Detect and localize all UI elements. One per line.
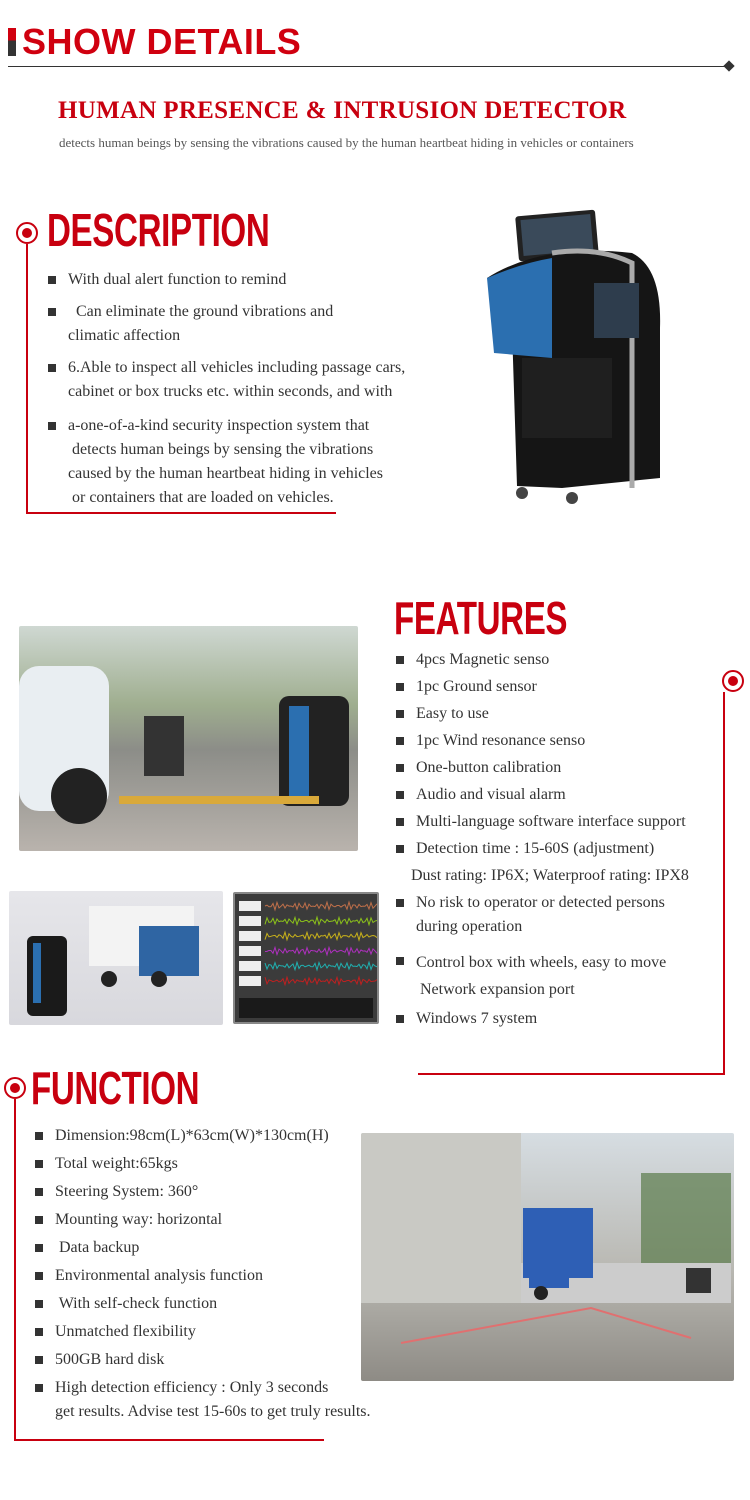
list-item-text: One-button calibration — [416, 759, 562, 776]
field-operation-photo — [19, 626, 358, 851]
features-title: FEATURES — [394, 592, 568, 644]
list-item — [396, 811, 726, 833]
list-item-text: No risk to operator or detected persons — [416, 894, 665, 911]
bullet-icon — [396, 764, 404, 772]
list-item — [35, 1236, 405, 1260]
list-item — [35, 1264, 405, 1288]
list-item-text: 500GB hard disk — [55, 1351, 165, 1368]
list-item — [396, 1007, 726, 1031]
list-item-text: 1pc Ground sensor — [416, 678, 537, 695]
header-divider — [8, 66, 728, 67]
bullet-icon — [396, 1015, 404, 1023]
bullet-icon — [35, 1160, 43, 1168]
list-item-text: 1pc Wind resonance senso — [416, 732, 586, 749]
bullet-icon — [35, 1244, 43, 1252]
section-line — [26, 512, 336, 514]
list-item-text: Audio and visual alarm — [416, 786, 566, 803]
section-line — [14, 1439, 324, 1441]
header-title: SHOW DETAILS — [22, 21, 302, 62]
list-item-text: 6.Able to inspect all vehicles including passage cars, — [68, 359, 406, 376]
waveform-software-screenshot — [233, 892, 379, 1024]
installation-site-photo — [361, 1133, 734, 1381]
list-item-text: climatic affection — [68, 327, 181, 344]
bullet-icon — [48, 422, 56, 430]
list-item-text: cabinet or box trucks etc. within seconds, and with — [68, 383, 393, 400]
list-item — [396, 730, 726, 752]
list-item-text: With dual alert function to remind — [68, 271, 287, 288]
list-item — [35, 1180, 405, 1204]
bullet-icon — [35, 1300, 43, 1308]
list-item-text: Environmental analysis function — [55, 1267, 263, 1284]
bullet-icon — [396, 710, 404, 718]
bullet-icon — [396, 791, 404, 799]
list-item — [48, 414, 448, 510]
list-item — [396, 757, 726, 779]
list-item — [48, 356, 448, 404]
description-title: DESCRIPTION — [47, 204, 270, 256]
section-line — [26, 244, 28, 514]
list-item-text: Network expansion port — [416, 981, 575, 998]
bullet-icon — [48, 364, 56, 372]
bullet-icon — [396, 737, 404, 745]
section-marker-icon — [16, 222, 38, 244]
dust-rating-text: Dust rating: IP6X; Waterproof rating: IPX8 — [411, 867, 689, 884]
header-accent-bar — [8, 28, 16, 56]
bullet-icon — [35, 1328, 43, 1336]
section-line — [14, 1099, 16, 1441]
list-item-text: or containers that are loaded on vehicles. — [68, 489, 334, 506]
bullet-icon — [35, 1188, 43, 1196]
list-item-text: High detection efficiency : Only 3 seconds — [55, 1379, 329, 1396]
list-item — [35, 1348, 405, 1372]
list-item — [35, 1292, 405, 1316]
list-item-text: Steering System: 360° — [55, 1183, 199, 1200]
list-item — [35, 1124, 405, 1148]
list-item-text: Total weight:65kgs — [55, 1155, 178, 1172]
list-item-text: caused by the human heartbeat hiding in vehicles — [68, 465, 384, 482]
bullet-icon — [396, 845, 404, 853]
list-item — [396, 649, 726, 671]
list-item-text: Can eliminate the ground vibrations and — [68, 303, 334, 320]
bullet-icon — [396, 656, 404, 664]
diamond-icon — [723, 60, 734, 71]
list-item — [396, 838, 726, 860]
function-list — [35, 1124, 405, 1424]
list-item-text: a-one-of-a-kind security inspection system that — [68, 417, 370, 434]
function-title: FUNCTION — [31, 1062, 200, 1114]
list-item — [48, 268, 448, 292]
list-item — [396, 891, 726, 939]
section-marker-icon — [4, 1077, 26, 1099]
list-item — [396, 703, 726, 725]
list-item — [35, 1376, 405, 1424]
description-list — [48, 268, 448, 510]
list-item-text: Control box with wheels, easy to move — [416, 954, 667, 971]
list-item-text: Easy to use — [416, 705, 489, 722]
list-item-text: Unmatched flexibility — [55, 1323, 196, 1340]
bullet-icon — [35, 1384, 43, 1392]
bullet-icon — [35, 1272, 43, 1280]
list-item-text: Dimension:98cm(L)*63cm(W)*130cm(H) — [55, 1127, 329, 1144]
list-item — [396, 676, 726, 698]
detector-product-image — [482, 208, 662, 504]
bullet-icon — [396, 899, 404, 907]
features-list — [396, 649, 726, 1031]
bullet-icon — [35, 1132, 43, 1140]
section-line — [418, 1073, 725, 1075]
truck-scene-image — [9, 891, 223, 1025]
product-subtitle: detects human beings by sensing the vibrations caused by the human heartbeat hiding in vehicles or containers — [59, 135, 634, 150]
list-item-text: Data backup — [55, 1239, 140, 1256]
list-item-text: during operation — [416, 918, 523, 935]
list-item-text: detects human beings by sensing the vibrations — [68, 441, 374, 458]
list-item — [35, 1208, 405, 1232]
bullet-icon — [48, 308, 56, 316]
list-item-text: With self-check function — [55, 1295, 218, 1312]
bullet-icon — [35, 1216, 43, 1224]
list-item — [48, 300, 448, 348]
list-item-text: 4pcs Magnetic senso — [416, 651, 550, 668]
list-item-text: Detection time : 15-60S (adjustment) — [416, 840, 655, 857]
list-item-text: Multi-language software interface support — [416, 813, 686, 830]
bullet-icon — [396, 957, 404, 965]
page-header — [8, 22, 301, 62]
list-item — [396, 949, 726, 1003]
list-item-text: Mounting way: horizontal — [55, 1211, 223, 1228]
bullet-icon — [396, 818, 404, 826]
list-item — [396, 784, 726, 806]
bullet-icon — [35, 1356, 43, 1364]
bullet-icon — [396, 683, 404, 691]
list-item-text: get results. Advise test 15-60s to get truly results. — [55, 1403, 371, 1420]
bullet-icon — [48, 276, 56, 284]
list-item — [35, 1152, 405, 1176]
product-title: HUMAN PRESENCE & INTRUSION DETECTOR — [58, 97, 627, 124]
list-item — [35, 1320, 405, 1344]
list-item-text: Windows 7 system — [416, 1010, 538, 1027]
